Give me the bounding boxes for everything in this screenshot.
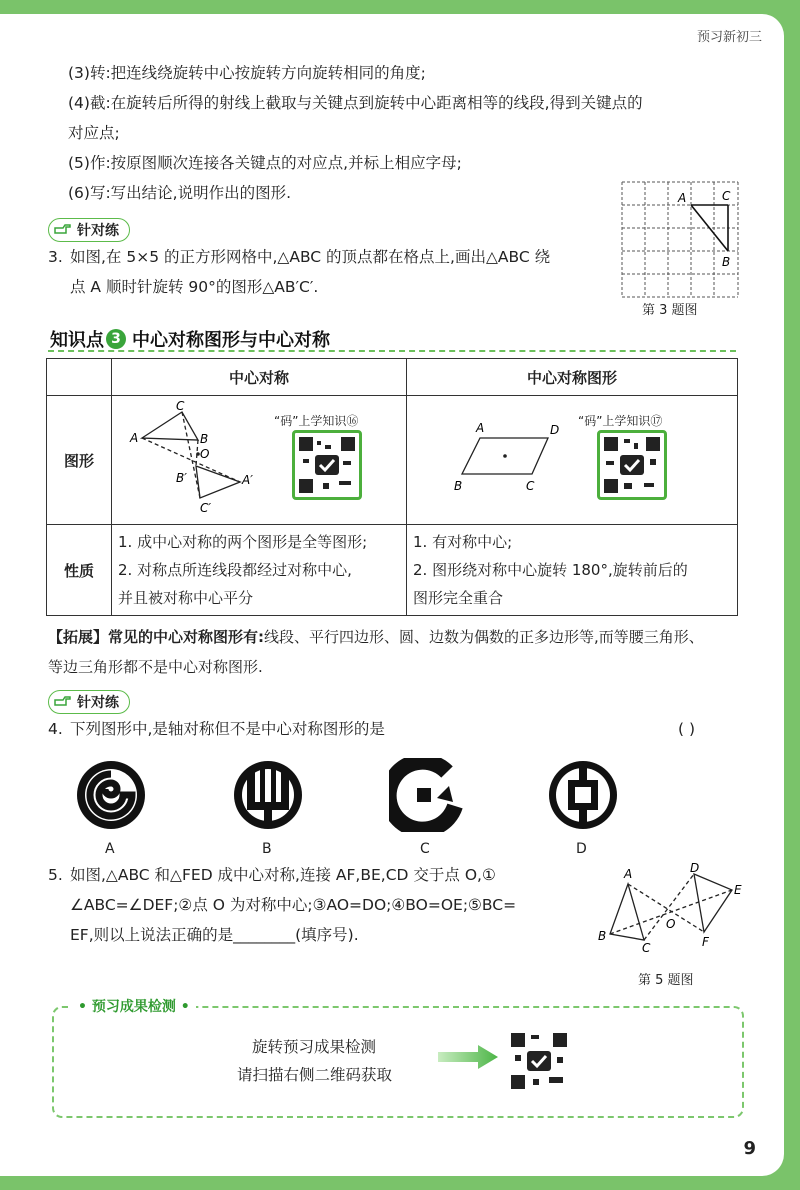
self-check-box [52,1006,744,1118]
central-symmetry-figure [128,398,268,516]
option-c-label: C [420,841,430,857]
pointing-hand-icon [53,222,73,238]
svg-text:E: E [734,883,742,897]
option-b-label: B [262,841,272,857]
pointing-hand-icon [53,694,73,710]
property-central-symmetry: 1. 成中心对称的两个图形是全等图形; 2. 对称点所连线段都经过对称中心, 并且被对称中心平分 [112,525,407,616]
q5-line3: EF,则以上说法正确的是________(填序号). [70,926,359,944]
svg-text:B′: B′ [176,471,187,485]
row-label-property: 性质 [47,525,112,616]
step-5: (5)作:按原图顺次连接各关键点的对应点,并标上相应字母; [68,154,462,172]
row-label-figure: 图形 [47,396,112,525]
check-icon [507,1029,571,1093]
svg-text:B: B [454,479,463,493]
check-icon [295,433,359,497]
practice-label-2: 针对练 [48,690,130,714]
svg-text:C: C [176,399,185,413]
q5-caption: 第 5 题图 [638,973,694,988]
knowledge-point-title [50,326,330,352]
q4-text: 下列图形中,是轴对称但不是中心对称图形的是 [70,720,385,738]
svg-text:F: F [702,935,709,949]
step-3: (3)转:把连线绕旋转中心按旋转方向旋转相同的角度; [68,64,426,82]
q3-label-a: A [678,191,687,205]
option-d-label: D [576,841,587,857]
svg-text:B: B [200,432,209,446]
svg-text:D: D [550,423,560,437]
qr-caption-17: “码”上学知识⑰ [578,414,663,428]
q3-number: 3. [48,248,63,266]
practice-label-1 [48,218,130,242]
option-b-logo[interactable] [231,758,305,832]
self-check-qr-code[interactable] [504,1026,574,1096]
svg-text:A′: A′ [242,473,253,487]
parallelogram-figure [452,418,572,496]
svg-text:A: A [476,421,485,435]
q4-answer-bracket[interactable]: ( ) [678,720,696,738]
page-number: 9 [743,1138,756,1159]
qr-code-17[interactable] [597,430,667,500]
q5-line2: ∠ABC=∠DEF;②点 O 为对称中心;③AO=DO;④BO=OE;⑤BC= [70,896,517,914]
q4-number: 4. [48,720,63,738]
q3-caption: 第 3 题图 [642,303,698,318]
extension-line1: 【拓展】常见的中心对称图形有:线段、平行四边形、圆、边数为偶数的正多边形等,而等腰三角形、 [48,628,704,646]
svg-text:B: B [598,929,607,943]
svg-text:C′: C′ [200,501,212,515]
step-4: (4)截:在旋转后所得的射线上截取与关键点到旋转中心距离相等的线段,得到关键点的 [68,94,643,112]
q5-line1: 如图,△ABC 和△FED 成中心对称,连接 AF,BE,CD 交于点 O,① [70,866,496,884]
step-4-cont: 对应点; [68,124,120,142]
knowledge-title: 中心对称图形与中心对称 [132,330,330,351]
knowledge-prefix: 知识点 [50,330,104,351]
option-d-logo[interactable] [546,758,620,832]
q3-label-c: C [722,189,731,203]
svg-text:O: O [666,917,676,931]
option-c-logo[interactable] [389,758,463,832]
self-check-line2: 请扫描右侧二维码获取 [237,1066,393,1084]
option-a-label: A [105,841,115,857]
arrow-right-icon [436,1044,500,1070]
svg-text:D: D [690,861,700,875]
svg-text:A: A [130,431,139,445]
knowledge-number: 3 [106,329,126,349]
title-divider [48,350,736,352]
svg-text:C: C [642,941,651,952]
svg-text:O: O [200,447,210,461]
option-a-logo[interactable] [74,758,148,832]
q5-figure [596,860,746,952]
practice-label-text: 针对练 [77,223,119,239]
property-central-symmetric-figure: 1. 有对称中心; 2. 图形绕对称中心旋转 180°,旋转前后的 图形完全重合 [407,525,738,616]
step-6: (6)写:写出结论,说明作出的图形. [68,184,292,202]
qr-caption-16: “码”上学知识⑯ [274,414,359,428]
q3-grid-figure [618,180,742,300]
col-header-central-symmetry: 中心对称 [112,359,407,396]
check-icon [600,433,664,497]
col-header-central-symmetric-figure: 中心对称图形 [407,359,738,396]
extension-line2: 等边三角形都不是中心对称图形. [48,658,263,676]
self-check-line1: 旋转预习成果检测 [252,1038,377,1056]
q5-number: 5. [48,866,63,884]
svg-text:A: A [624,867,633,881]
q3-line1: 如图,在 5×5 的正方形网格中,△ABC 的顶点都在格点上,画出△ABC 绕 [70,248,551,266]
q3-label-b: B [722,255,731,269]
qr-code-16[interactable] [292,430,362,500]
self-check-title: • 预习成果检测 • [72,996,196,1016]
header-section: 预习新初三 [696,30,762,45]
svg-text:C: C [526,479,535,493]
q3-line2: 点 A 顺时针旋转 90°的图形△AB′C′. [70,278,319,296]
